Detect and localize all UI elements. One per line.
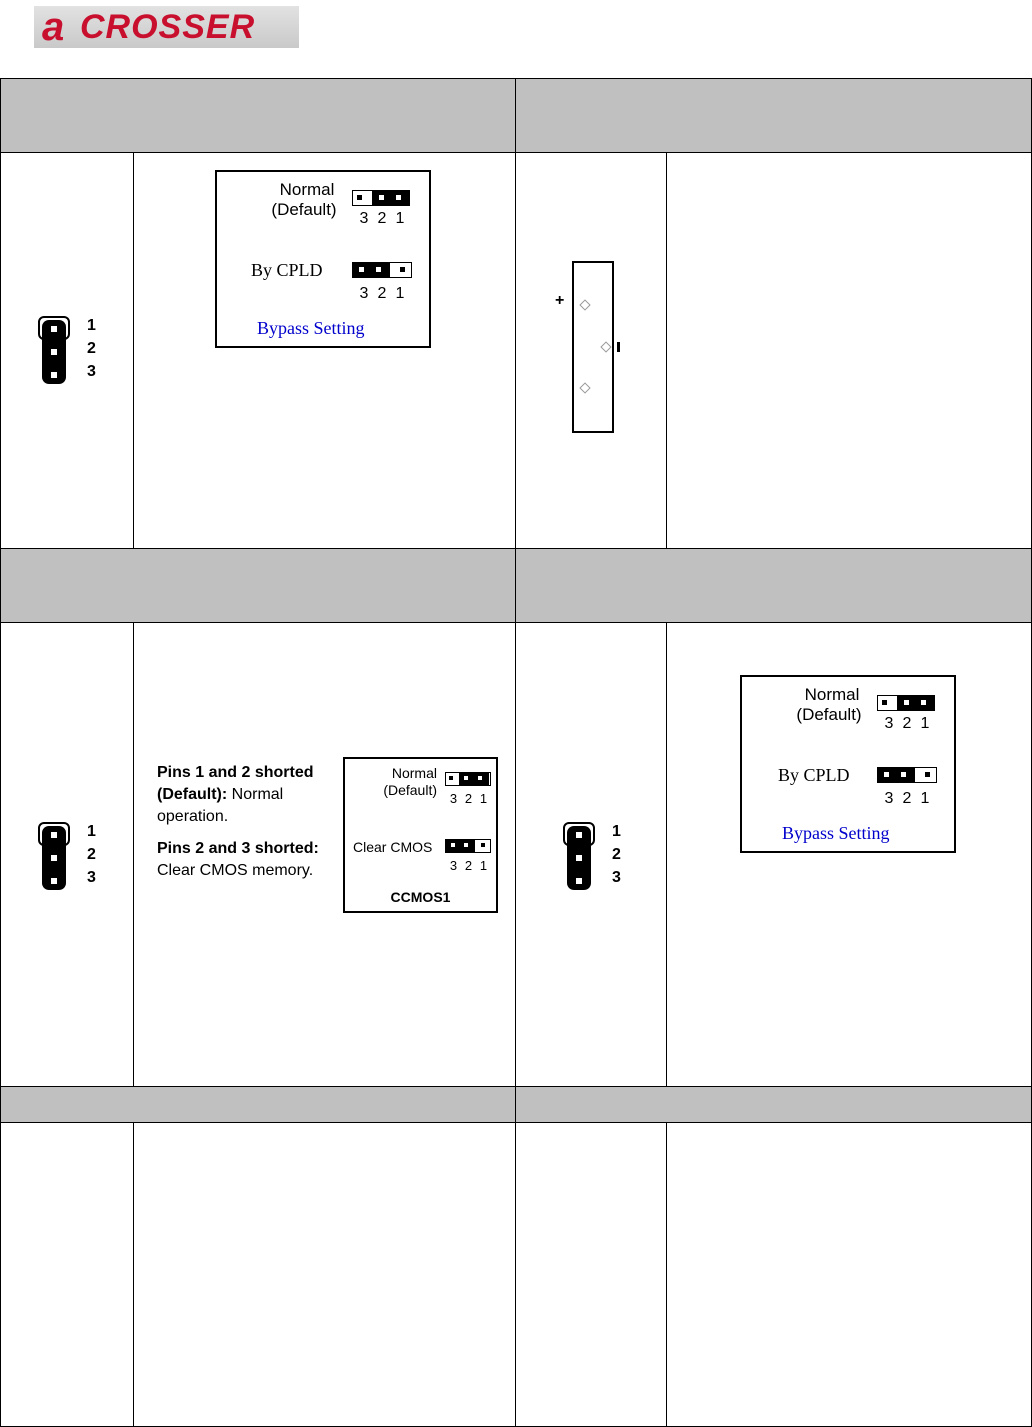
table-header-left-2 [0, 548, 516, 623]
ccmos-default-label: (Default) [383, 782, 437, 798]
ccmos-description [157, 762, 342, 882]
jumper-normal-pins [877, 695, 937, 711]
table-cell-description-1 [666, 152, 1032, 549]
table-header-right-1 [515, 78, 1032, 153]
ccmos-pin-order-normal: 3 2 1 [449, 791, 488, 806]
ccmos-clear-label: Clear CMOS [353, 839, 433, 855]
ccmos-normal-pins [445, 772, 497, 788]
jumper-cpld-pins [877, 767, 937, 783]
three-pin-jumper-icon [38, 316, 108, 388]
bypass-setting-caption: Bypass Setting [257, 318, 365, 338]
ccmos-desc1-rest: Normal [231, 786, 284, 803]
pin-number-3: 3 [612, 869, 621, 886]
pin-order-normal: 3 2 1 [359, 210, 405, 227]
table-cell-empty-3 [515, 1122, 667, 1427]
by-cpld-label: By CPLD [251, 260, 323, 280]
table-cell-empty-1 [0, 1122, 134, 1427]
pin-number-2: 2 [612, 846, 621, 863]
ccmos-clear-pins [445, 839, 497, 855]
normal-label: Normal [804, 685, 860, 704]
table-header-left-1 [0, 78, 516, 153]
bypass-setting-figure-2 [740, 675, 956, 853]
ccmos-figure [343, 757, 498, 913]
ccmos-desc1-bold: Pins 1 and 2 shorted [157, 764, 314, 781]
jumper-cpld-pins [352, 262, 412, 278]
ccmos-desc2-rest: Clear CMOS memory. [157, 862, 314, 879]
three-pin-jumper-icon-2 [38, 822, 108, 894]
ccmos-normal-label: Normal [391, 765, 437, 781]
logo-wordmark: CROSSER [80, 8, 256, 46]
pin-order-normal: 3 2 1 [884, 715, 930, 732]
led-connector-icon [555, 258, 625, 438]
pin-number-3: 3 [87, 869, 96, 886]
table-cell-empty-4 [666, 1122, 1032, 1427]
pin-order-cpld: 3 2 1 [359, 285, 405, 302]
ccmos-pin-order-clear: 3 2 1 [449, 858, 488, 873]
default-label: (Default) [796, 705, 862, 724]
ccmos-desc1-bold2: (Default): [157, 786, 228, 803]
pin-number-1: 1 [87, 317, 96, 334]
logo-initial: a [42, 5, 65, 49]
pin-number-2: 2 [87, 340, 96, 357]
pin-number-2: 2 [87, 846, 96, 863]
table-header-right-3 [515, 1086, 1032, 1123]
ccmos-desc2-bold: Pins 2 and 3 shorted: [157, 840, 319, 857]
three-pin-jumper-icon-3 [563, 822, 633, 894]
bypass-setting-figure [215, 170, 431, 348]
ccmos-caption: CCMOS1 [390, 889, 451, 905]
pin-number-1: 1 [87, 823, 96, 840]
table-header-right-2 [515, 548, 1032, 623]
pin-number-3: 3 [87, 363, 96, 380]
ccmos-desc1-rest-b: operation. [157, 808, 229, 825]
plus-sign: + [555, 292, 565, 309]
bypass-setting-caption: Bypass Setting [782, 823, 890, 843]
default-label: (Default) [271, 200, 337, 219]
pin-number-1: 1 [612, 823, 621, 840]
normal-label: Normal [279, 180, 335, 199]
by-cpld-label: By CPLD [778, 765, 850, 785]
pin-order-cpld: 3 2 1 [884, 790, 930, 807]
jumper-normal-pins [352, 190, 412, 206]
table-header-left-3 [0, 1086, 516, 1123]
table-cell-empty-2 [133, 1122, 516, 1427]
